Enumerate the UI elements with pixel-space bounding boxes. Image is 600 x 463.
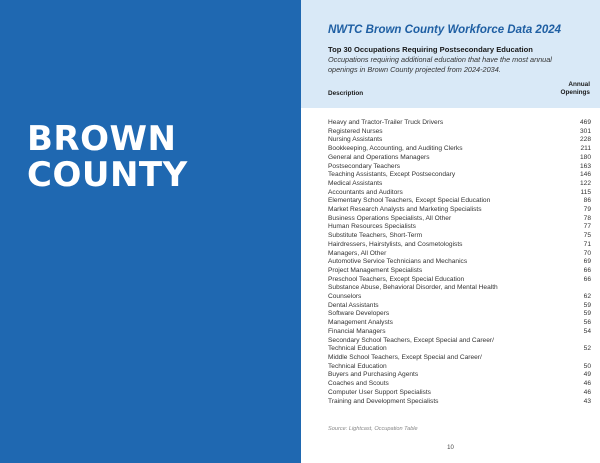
table-row bbox=[328, 197, 591, 206]
annual-openings-value: 469 bbox=[579, 119, 591, 126]
document-title: NWTC Brown County Workforce Data 2024 bbox=[328, 24, 562, 36]
table-row bbox=[328, 267, 591, 276]
occupation-name: Accountants and Auditors bbox=[328, 188, 403, 196]
annual-openings-value: 180 bbox=[579, 153, 591, 161]
county-title bbox=[27, 121, 188, 193]
annual-openings-value: 146 bbox=[579, 171, 591, 179]
annual-openings-value: 49 bbox=[583, 371, 591, 379]
table-row bbox=[328, 163, 591, 172]
table-subtitle: Top 30 Occupations Requiring Postsecondary Education bbox=[328, 45, 533, 54]
annual-openings-value: 115 bbox=[580, 188, 591, 196]
table-row bbox=[328, 232, 591, 241]
annual-openings-value: 211 bbox=[580, 145, 591, 153]
occupation-name: Training and Development Specialists bbox=[328, 397, 439, 405]
column-header-openings-line1: Annual bbox=[568, 81, 590, 88]
table-row bbox=[328, 380, 591, 389]
column-header-openings bbox=[530, 81, 590, 98]
table-row bbox=[328, 250, 591, 259]
annual-openings-value: 62 bbox=[583, 293, 591, 301]
source-note: Source: Lightcast, Occupation Table bbox=[328, 426, 418, 432]
occupation-name: Postsecondary Teachers bbox=[328, 162, 401, 170]
annual-openings-value: 122 bbox=[579, 179, 591, 187]
annual-openings-value: 56 bbox=[583, 319, 591, 327]
occupation-name: Project Management Specialists bbox=[328, 266, 423, 274]
annual-openings-value: 59 bbox=[583, 310, 591, 318]
table-row bbox=[328, 206, 591, 215]
occupation-name: Automotive Service Technicians and Mechanics bbox=[328, 258, 468, 266]
annual-openings-value: 71 bbox=[583, 240, 591, 248]
table-row bbox=[328, 398, 591, 407]
occupation-name: Nursing Assistants bbox=[328, 136, 383, 144]
annual-openings-value: 66 bbox=[583, 266, 591, 274]
occupation-name: Teaching Assistants, Except Postsecondary bbox=[328, 171, 456, 179]
table-row bbox=[328, 354, 591, 371]
table-row bbox=[328, 215, 591, 224]
occupation-name: General and Operations Managers bbox=[328, 153, 430, 161]
occupation-name: Heavy and Tractor-Trailer Truck Drivers bbox=[328, 119, 444, 126]
county-title-line1: BROWN bbox=[27, 119, 177, 159]
table-row bbox=[328, 136, 591, 145]
annual-openings-value: 78 bbox=[583, 214, 591, 222]
page-number: 10 bbox=[447, 445, 454, 451]
occupation-name: Buyers and Purchasing Agents bbox=[328, 371, 419, 379]
annual-openings-value: 46 bbox=[583, 388, 591, 396]
occupation-name: Managers, All Other bbox=[328, 249, 387, 257]
table-row bbox=[328, 310, 591, 319]
annual-openings-value: 46 bbox=[583, 380, 591, 388]
annual-openings-value: 54 bbox=[583, 327, 591, 335]
table-row bbox=[328, 389, 591, 398]
table-row bbox=[328, 328, 591, 337]
occupation-name: Coaches and Scouts bbox=[328, 380, 389, 388]
occupation-name: Business Operations Specialists, All Other bbox=[328, 214, 452, 222]
occupation-name: Preschool Teachers, Except Special Education bbox=[328, 275, 465, 283]
table-row bbox=[328, 171, 591, 180]
table-row bbox=[328, 258, 591, 267]
table-row bbox=[328, 180, 591, 189]
annual-openings-value: 163 bbox=[579, 162, 591, 170]
annual-openings-value: 75 bbox=[583, 232, 591, 240]
table-row bbox=[328, 337, 591, 354]
occupation-name: Bookkeeping, Accounting, and Auditing Clerks bbox=[328, 145, 463, 153]
occupation-name: Software Developers bbox=[328, 310, 390, 318]
annual-openings-value: 52 bbox=[583, 345, 591, 353]
annual-openings-value: 66 bbox=[583, 275, 591, 283]
annual-openings-value: 77 bbox=[583, 223, 591, 231]
table-row bbox=[328, 128, 591, 137]
table-row bbox=[328, 276, 591, 285]
occupation-name: Substitute Teachers, Short-Term bbox=[328, 232, 423, 240]
column-header-openings-line2: Openings bbox=[560, 89, 590, 97]
annual-openings-value: 43 bbox=[583, 397, 591, 405]
annual-openings-value: 70 bbox=[583, 249, 591, 257]
occupation-name: Middle School Teachers, Except Special and Career/ Technical Education bbox=[328, 353, 482, 370]
occupation-name: Management Analysts bbox=[328, 319, 393, 327]
column-header-description: Description bbox=[328, 90, 364, 97]
occupation-table bbox=[328, 119, 591, 406]
occupation-name: Medical Assistants bbox=[328, 179, 383, 187]
occupation-name: Registered Nurses bbox=[328, 127, 383, 135]
occupation-name: Secondary School Teachers, Except Special and Career/ Technical Education bbox=[328, 336, 494, 353]
table-row bbox=[328, 154, 591, 163]
county-title-line2: COUNTY bbox=[27, 155, 188, 195]
table-row bbox=[328, 302, 591, 311]
right-content-panel bbox=[301, 0, 600, 463]
table-description: Occupations requiring additional education that have the most annual openings in Brown County projected from 2024-2034. bbox=[328, 55, 552, 74]
table-row bbox=[328, 284, 591, 301]
annual-openings-value: 86 bbox=[583, 197, 591, 205]
annual-openings-value: 301 bbox=[579, 127, 591, 135]
annual-openings-value: 50 bbox=[583, 362, 591, 370]
occupation-name: Market Research Analysts and Marketing Specialists bbox=[328, 206, 482, 214]
annual-openings-value: 228 bbox=[579, 136, 591, 144]
occupation-name: Hairdressers, Hairstylists, and Cosmetologists bbox=[328, 240, 463, 248]
table-row bbox=[328, 371, 591, 380]
table-row bbox=[328, 119, 591, 128]
occupation-name: Computer User Support Specialists bbox=[328, 388, 431, 396]
table-row bbox=[328, 241, 591, 250]
annual-openings-value: 79 bbox=[583, 206, 591, 214]
occupation-name: Substance Abuse, Behavioral Disorder, and Mental Health Counselors bbox=[328, 284, 498, 301]
table-row bbox=[328, 145, 591, 154]
table-header-band bbox=[301, 0, 600, 108]
occupation-name: Elementary School Teachers, Except Special Education bbox=[328, 197, 491, 205]
annual-openings-value: 69 bbox=[583, 258, 591, 266]
table-row bbox=[328, 189, 591, 198]
table-row bbox=[328, 319, 591, 328]
table-row bbox=[328, 223, 591, 232]
occupation-name: Human Resources Specialists bbox=[328, 223, 416, 231]
annual-openings-value: 59 bbox=[583, 301, 591, 309]
occupation-name: Dental Assistants bbox=[328, 301, 379, 309]
occupation-name: Financial Managers bbox=[328, 327, 386, 335]
